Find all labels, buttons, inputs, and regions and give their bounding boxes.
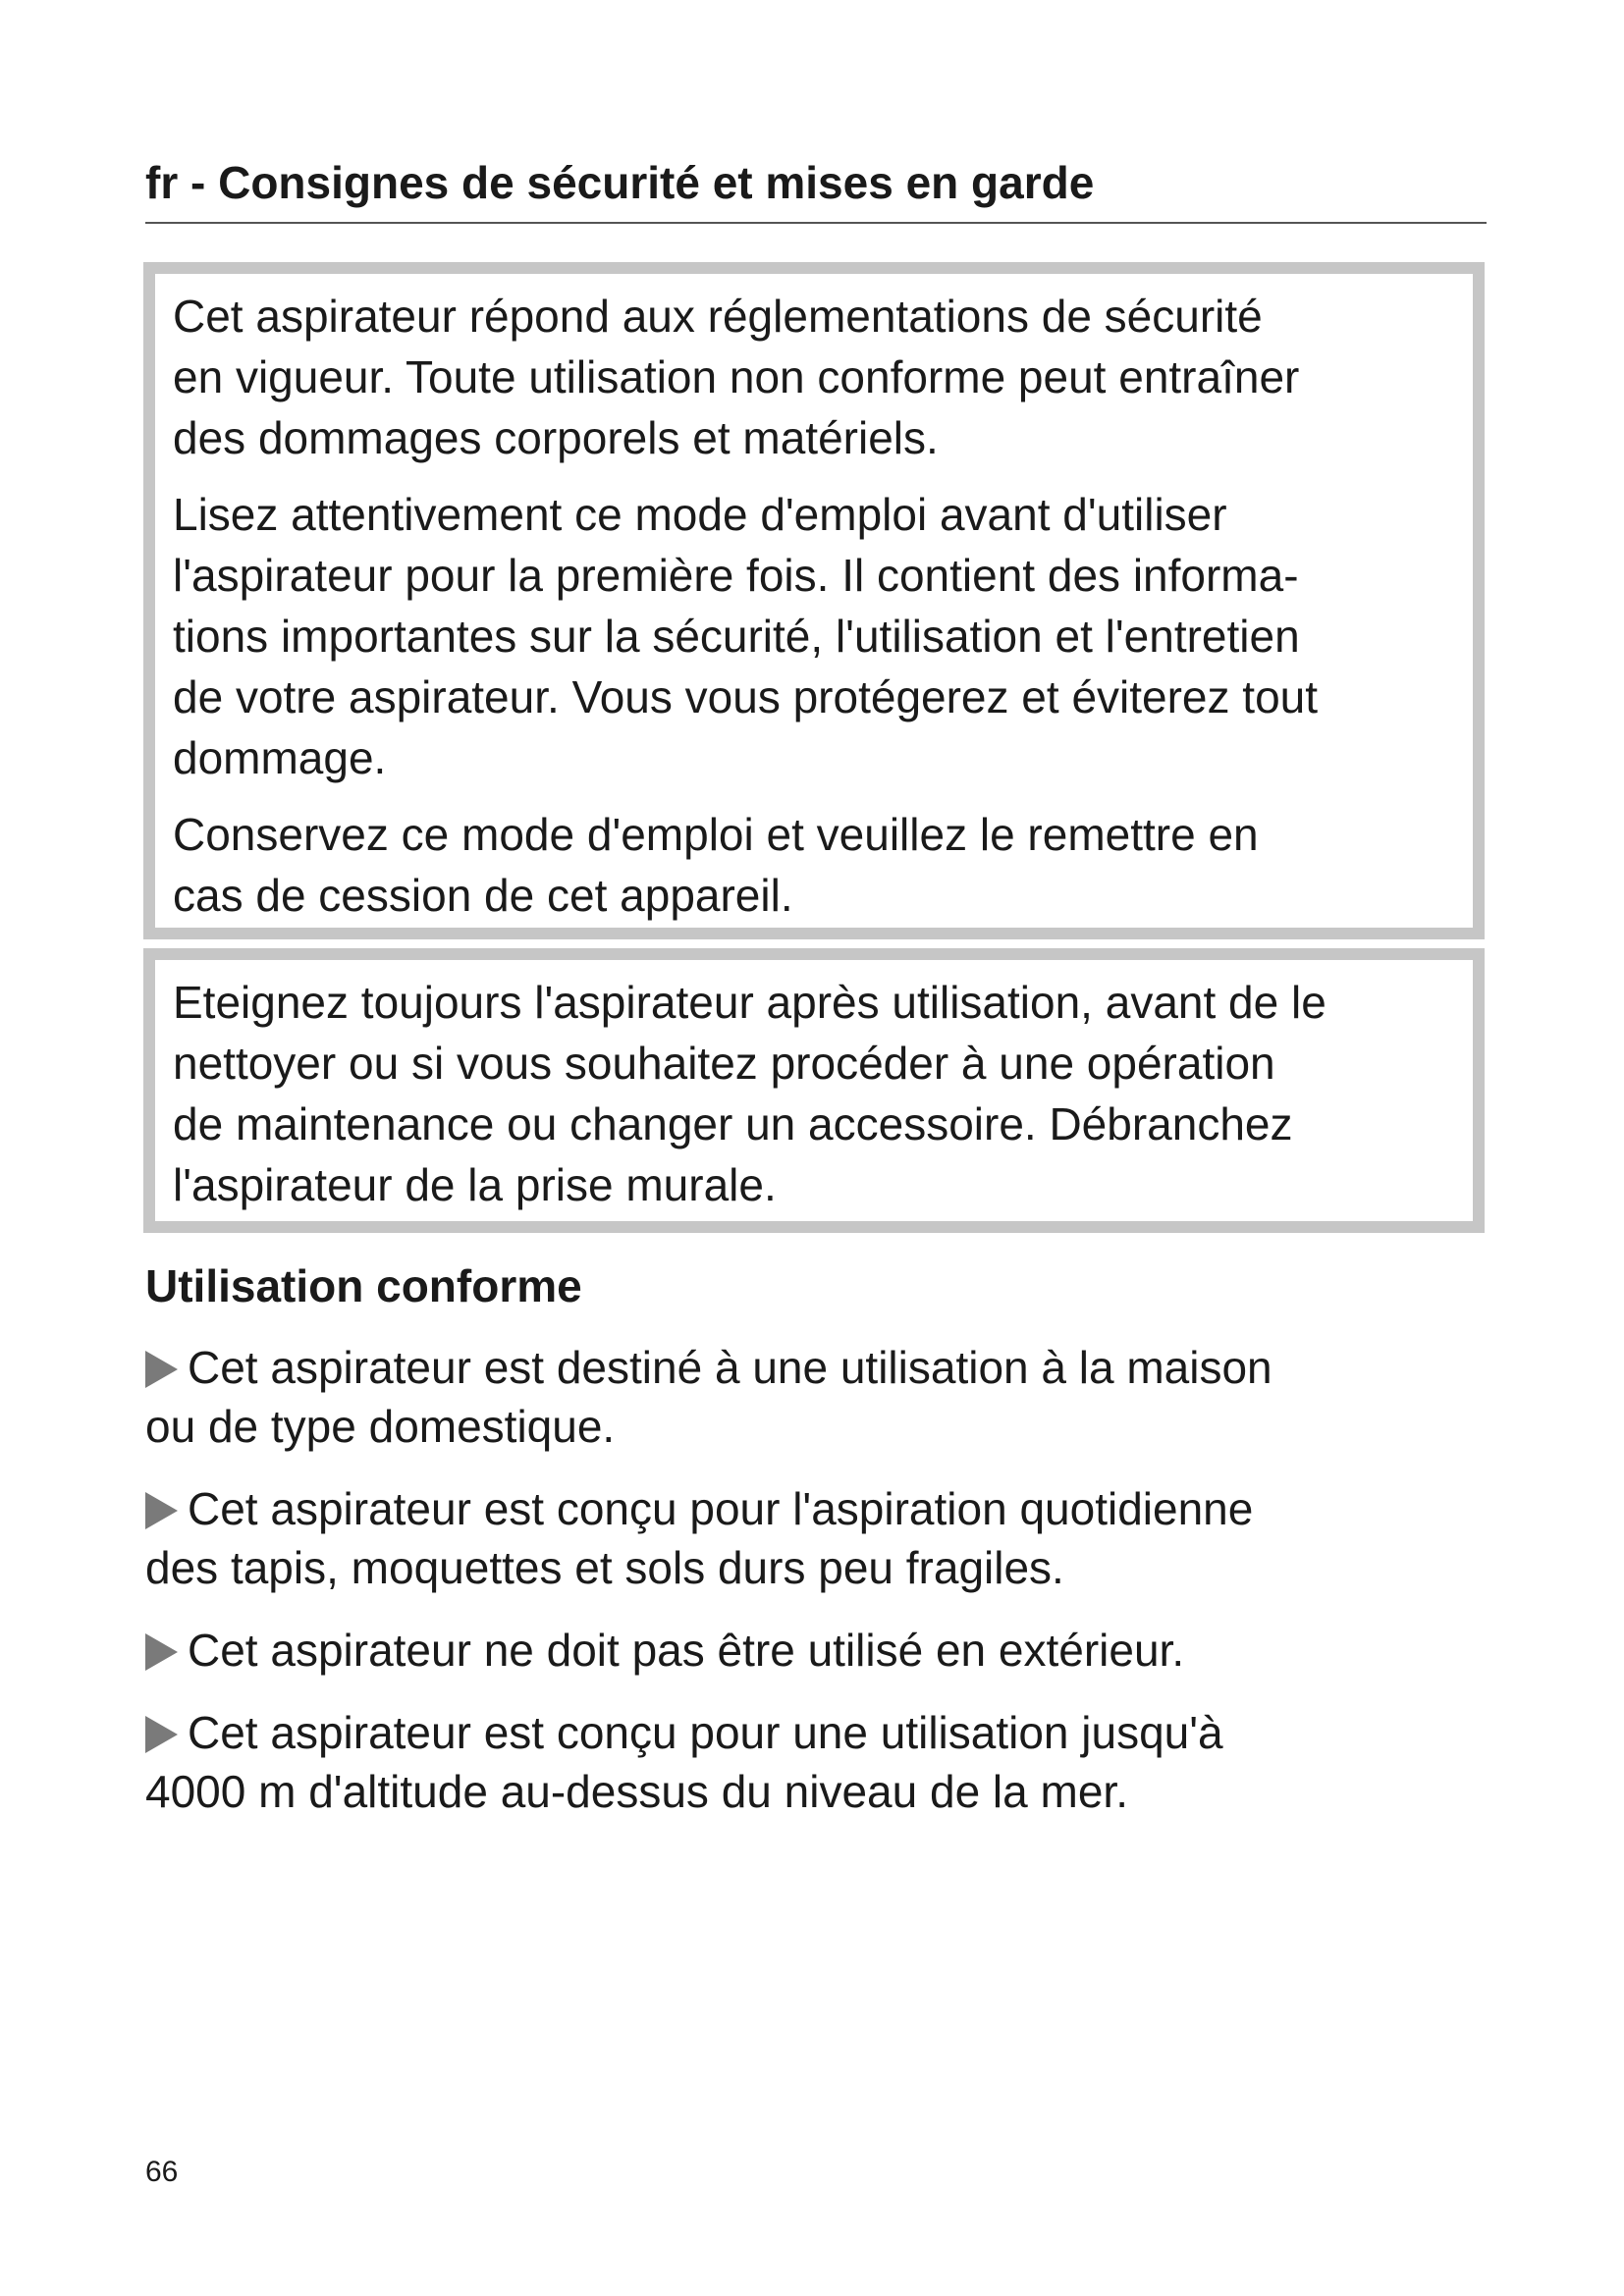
- triangle-bullet-icon: [145, 1492, 178, 1529]
- text-line: l'aspirateur pour la première fois. Il contient des informa-: [173, 550, 1299, 601]
- text-line: cas de cession de cet appareil.: [173, 870, 793, 921]
- text-line: Cet aspirateur répond aux réglementations de sécurité: [173, 291, 1263, 342]
- text-line: des dommages corporels et matériels.: [173, 412, 939, 463]
- text-line: Eteignez toujours l'aspirateur après utilisation, avant de le: [173, 977, 1326, 1028]
- safety-paragraph-keep-manual: [173, 804, 1473, 926]
- text-line: Cet aspirateur est conçu pour une utilisation jusqu'à: [188, 1707, 1223, 1758]
- text-line: ou de type domestique.: [145, 1401, 616, 1452]
- section-title: Utilisation conforme: [145, 1260, 582, 1311]
- text-line: Cet aspirateur ne doit pas être utilisé en extérieur.: [188, 1625, 1185, 1676]
- text-line: dommage.: [173, 732, 387, 783]
- list-item: [145, 1703, 1487, 1821]
- text-line: Cet aspirateur est conçu pour l'aspiration quotidienne: [188, 1483, 1254, 1534]
- unplug-warning-box: [143, 948, 1485, 1233]
- text-line: Lisez attentivement ce mode d'emploi avant d'utiliser: [173, 489, 1227, 540]
- text-line: de votre aspirateur. Vous vous protégerez et éviterez tout: [173, 671, 1319, 722]
- list-item: [145, 1338, 1487, 1456]
- text-line: tions importantes sur la sécurité, l'utilisation et l'entretien: [173, 611, 1300, 662]
- safety-paragraph-read-manual: [173, 484, 1473, 788]
- text-line: nettoyer ou si vous souhaitez procéder à une opération: [173, 1038, 1275, 1089]
- triangle-bullet-icon: [145, 1716, 178, 1753]
- list-item: [145, 1479, 1487, 1597]
- safety-notice-box: [143, 262, 1485, 939]
- triangle-bullet-icon: [145, 1351, 178, 1388]
- page-number: 66: [145, 2156, 179, 2188]
- text-line: l'aspirateur de la prise murale.: [173, 1159, 777, 1210]
- page-header: [145, 157, 1487, 224]
- usage-bullet-list: [145, 1338, 1487, 1844]
- text-line: Cet aspirateur est destiné à une utilisation à la maison: [188, 1342, 1272, 1393]
- text-line: en vigueur. Toute utilisation non conforme peut entraîner: [173, 351, 1300, 402]
- unplug-warning-paragraph: [173, 972, 1473, 1215]
- list-item: [145, 1621, 1487, 1680]
- safety-paragraph-regulations: [173, 286, 1473, 468]
- page-title: fr - Consignes de sécurité et mises en garde: [145, 157, 1095, 208]
- text-line: des tapis, moquettes et sols durs peu fragiles.: [145, 1542, 1064, 1593]
- text-line: Conservez ce mode d'emploi et veuillez le remettre en: [173, 809, 1259, 860]
- text-line: de maintenance ou changer un accessoire. Débranchez: [173, 1098, 1293, 1149]
- text-line: 4000 m d'altitude au-dessus du niveau de la mer.: [145, 1766, 1128, 1817]
- triangle-bullet-icon: [145, 1633, 178, 1671]
